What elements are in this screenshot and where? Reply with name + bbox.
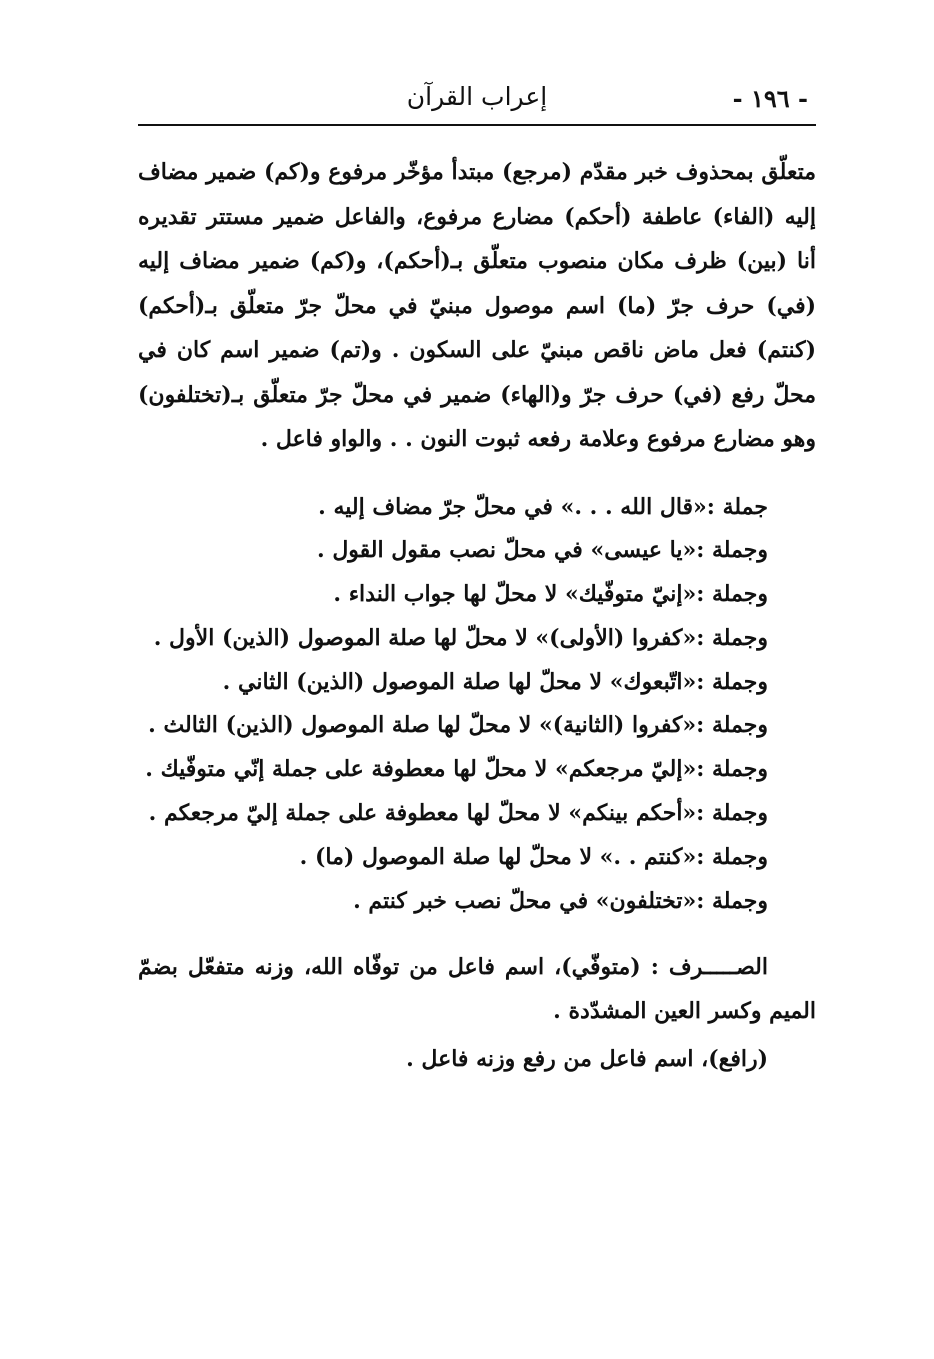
sarf-section bbox=[138, 945, 816, 1033]
book-title: إعراب القرآن bbox=[406, 82, 548, 111]
sentence-item: وجملة :«يا عيسى» في محلّ نصب مقول القول . bbox=[317, 537, 768, 564]
intro-paragraph: متعلّق بمحذوف خبر مقدّم (مرجع) مبتدأ مؤخّر مرفوع و(كم) ضمير مضاف إليه (الفاء) عاطفة (أحكم) مضارع مرفوع، والفاعل ضمير مستتر تقديره أنا (بين) ظرف مكان منصوب متعلّق بـ(أحكم)، و(كم) ضمير مضاف إليه (في) حرف جرّ (ما) اسم موصول مبنيّ في محلّ جرّ متعلّق بـ(أحكم) (كنتم) فعل ماض ناقص مبنيّ على السكون . و(تم) ضمير اسم كان في محلّ رفع (في) حرف جرّ و(الهاء) ضمير في محلّ جرّ متعلّق بـ(تختلفون) وهو مضارع مرفوع وعلامة رفعه ثبوت النون . . والواو فاعل . bbox=[138, 159, 816, 452]
sentence-item: وجملة :«إنيّ متوفّيك» لا محلّ لها جواب النداء . bbox=[333, 581, 768, 608]
main-text bbox=[138, 150, 816, 462]
sarf-text: : (متوفّي)، اسم فاعل من توفّاه الله، وزنه متفعّل بضمّ الميم وكسر العين المشدّدة . bbox=[138, 954, 816, 1025]
sarf-label: الصـــــرف bbox=[668, 954, 768, 981]
running-header bbox=[138, 74, 816, 126]
sentence-item: وجملة :«تختلفون» في محلّ نصب خبر كنتم . bbox=[353, 887, 768, 914]
sentence-item: وجملة :«اتّبعوك» لا محلّ لها صلة الموصول (الذين) الثاني . bbox=[222, 668, 768, 695]
sentence-list bbox=[138, 486, 816, 924]
sentence-item: وجملة :«أحكم بينكم» لا محلّ لها معطوفة على جملة إليّ مرجعكم . bbox=[148, 800, 768, 827]
sentence-item: وجملة :«كفروا (الثانية)» لا محلّ لها صلة الموصول (الذين) الثالث . bbox=[148, 712, 768, 739]
sarf-line-2: (رافع)، اسم فاعل من رفع وزنه فاعل . bbox=[406, 1046, 768, 1073]
sentence-item: وجملة :«كنتم . .» لا محلّ لها صلة الموصول (ما) . bbox=[299, 843, 768, 870]
book-page bbox=[138, 74, 816, 1081]
page-number: - ١٩٦ - bbox=[732, 84, 808, 113]
sentence-item: وجملة :«إليّ مرجعكم» لا محلّ لها معطوفة على جملة إنّي متوفّيك . bbox=[145, 756, 768, 783]
sentence-item: جملة :«قال الله . . .» في محلّ جرّ مضاف إليه . bbox=[318, 493, 768, 520]
sentence-item: وجملة :«كفروا (الأولى)» لا محلّ لها صلة الموصول (الذين) الأول . bbox=[153, 624, 768, 651]
